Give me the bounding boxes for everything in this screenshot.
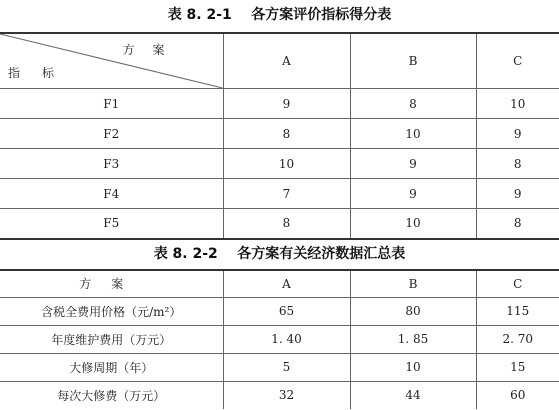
table-cell: 1. 85 xyxy=(350,325,476,353)
table-cell: 8 xyxy=(476,209,559,239)
corner-bottom-label: 指标 xyxy=(8,66,77,80)
table-row xyxy=(0,179,559,209)
table-cell: 10 xyxy=(476,89,559,119)
row-label: F2 xyxy=(0,119,223,149)
row-label: 每次大修费（万元） xyxy=(57,388,166,403)
table-cell: 8 xyxy=(350,89,476,119)
table-cell: 7 xyxy=(223,179,350,209)
table2-header-row xyxy=(0,270,559,297)
row-label: F3 xyxy=(0,149,223,179)
column-header: C xyxy=(476,270,559,297)
table1-caption: 表 8. 2-1 各方案评价指标得分表 xyxy=(167,7,392,23)
table-cell: 2. 70 xyxy=(476,325,559,353)
column-header: B xyxy=(350,33,476,89)
table-cell: 9 xyxy=(476,179,559,209)
row-label: 含税全费用价格（元/m²） xyxy=(0,297,223,325)
table-cell: 9 xyxy=(350,149,476,179)
table-cell: 60 xyxy=(476,381,559,409)
table-cell: 80 xyxy=(350,297,476,325)
table-row xyxy=(0,89,559,119)
table-row xyxy=(0,119,559,149)
table-row xyxy=(0,209,559,239)
table-cell: 8 xyxy=(223,119,350,149)
table-cell: 8 xyxy=(223,209,350,239)
table-row xyxy=(0,149,559,179)
table-cell: 32 xyxy=(223,381,350,409)
table-row xyxy=(0,353,559,381)
table-cell: 1. 40 xyxy=(223,325,350,353)
table-row xyxy=(0,297,559,325)
table-cell: 9 xyxy=(476,119,559,149)
row-label: F5 xyxy=(0,209,223,239)
table-cell: 9 xyxy=(350,179,476,209)
column-header: A xyxy=(223,270,350,297)
corner-top-label: 方案 xyxy=(122,43,183,57)
column-header: B xyxy=(350,270,476,297)
table-row xyxy=(0,325,559,353)
table-cell: 9 xyxy=(223,89,350,119)
table1-header-row xyxy=(0,33,559,89)
table-cell: 10 xyxy=(350,209,476,239)
column-header: C xyxy=(476,33,559,89)
table-cell: 15 xyxy=(476,353,559,381)
corner-cell xyxy=(0,33,223,89)
row-label: 大修周期（年） xyxy=(0,353,223,381)
table-cell: 10 xyxy=(350,353,476,381)
row-label: 年度维护费用（万元） xyxy=(0,325,223,353)
table-cell: 65 xyxy=(223,297,350,325)
table-cell: 8 xyxy=(476,149,559,179)
header-label: 方案 xyxy=(0,270,223,297)
row-label: F1 xyxy=(0,89,223,119)
table-cell: 10 xyxy=(350,119,476,149)
economic-data-table xyxy=(0,269,559,409)
row-label: F4 xyxy=(0,179,223,209)
table-row xyxy=(0,381,559,409)
table-cell: 10 xyxy=(223,149,350,179)
table-cell: 44 xyxy=(350,381,476,409)
table2-caption: 表 8. 2-2 各方案有关经济数据汇总表 xyxy=(153,246,406,262)
table-cell: 115 xyxy=(476,297,559,325)
table-cell: 5 xyxy=(223,353,350,381)
scores-table xyxy=(0,32,559,240)
column-header: A xyxy=(223,33,350,89)
